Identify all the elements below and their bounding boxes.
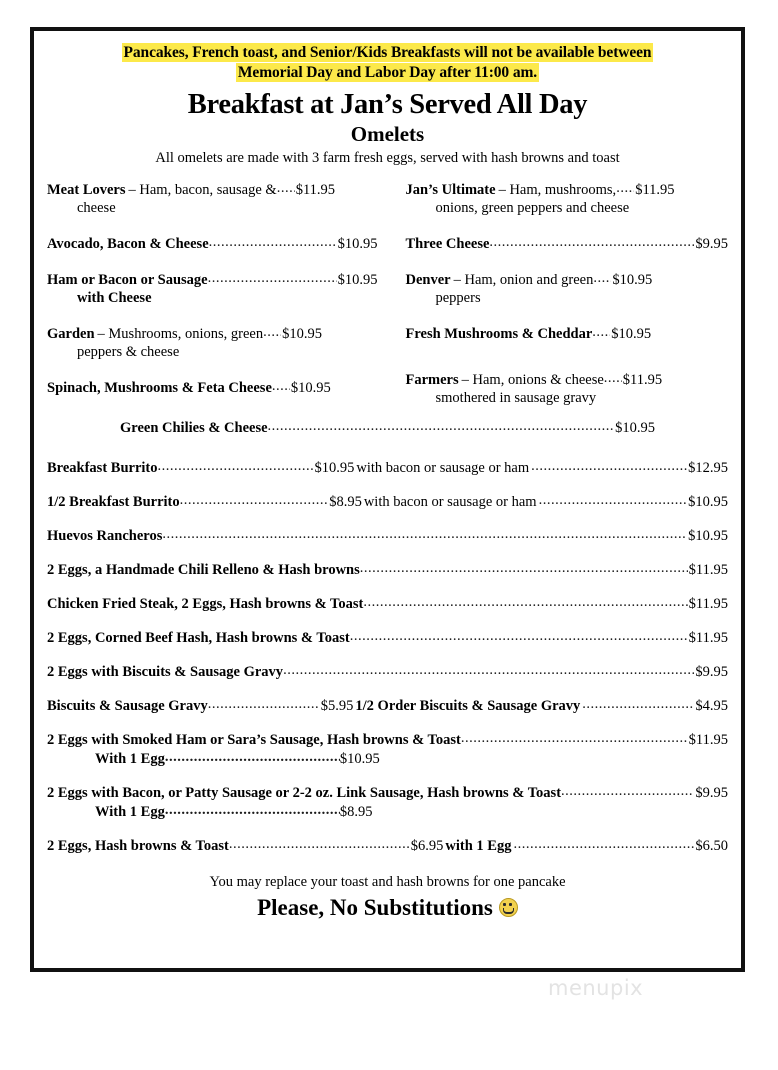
item-price: $10.95: [612, 272, 653, 288]
item-desc: – Ham, mushrooms,: [498, 182, 617, 198]
item-desc: – Mushrooms, onions, green: [97, 326, 264, 342]
item-desc-cont: peppers & cheese: [77, 344, 180, 360]
variant-price: $10.95: [339, 751, 380, 767]
item-desc: – Ham, bacon, sausage &: [128, 182, 277, 198]
variant-label: With 1 Egg: [95, 751, 165, 767]
item-price: $10.95: [615, 420, 655, 436]
dot-leader: [263, 323, 281, 341]
dot-leader: [180, 491, 329, 509]
breakfast-items-list: [47, 459, 728, 855]
menu-item-huevos-rancheros: [47, 527, 728, 545]
item-mid-label: with bacon or sausage or ham: [363, 494, 537, 510]
menu-item-ham-bacon-sausage: [47, 271, 378, 307]
menu-item-avocado-bacon-cheese: [47, 235, 378, 253]
variant-label: With 1 Egg: [95, 804, 165, 820]
item-price-2: $6.50: [695, 838, 728, 854]
item-name: 2 Eggs with Smoked Ham or Sara’s Sausage, Hash browns & Toast: [47, 732, 461, 748]
item-desc-cont: onions, green peppers and cheese: [435, 200, 630, 216]
dot-leader: [539, 491, 688, 509]
item-name: Green Chilies & Cheese: [120, 420, 268, 436]
dot-leader: [592, 323, 610, 341]
dot-leader: [208, 269, 337, 287]
menu-item-fresh-mushrooms-cheddar: [406, 325, 729, 343]
item-price: $10.95: [282, 326, 322, 342]
item-desc: – Ham, onion and green: [453, 272, 594, 288]
menu-item-chili-relleno: [47, 561, 728, 579]
dot-leader: [616, 179, 634, 197]
item-price: $11.95: [295, 182, 336, 198]
item-price: $10.95: [611, 326, 652, 342]
menu-item-garden: [47, 325, 378, 361]
menu-item-corned-beef-hash: [47, 629, 728, 647]
item-name: Chicken Fried Steak, 2 Eggs, Hash browns & Toast: [47, 596, 364, 612]
item-desc-cont: cheese: [77, 200, 116, 216]
item-price: $10.95: [337, 272, 378, 288]
item-name: 2 Eggs, a Handmade Chili Relleno & Hash browns: [47, 562, 360, 578]
item-price-1: $6.95: [410, 838, 444, 854]
item-price-2: $10.95: [688, 494, 729, 510]
item-price-2: $11.95: [688, 630, 728, 646]
dot-leader: [513, 835, 694, 853]
menu-content: [34, 31, 741, 968]
item-mid-label: with bacon or sausage or ham: [356, 460, 530, 476]
item-desc-cont: with Cheese: [77, 290, 152, 306]
dot-leader: [350, 627, 688, 645]
dot-leader: [162, 525, 687, 543]
menu-item-denver: [406, 271, 729, 307]
menu-item-breakfast-burrito: [47, 459, 728, 477]
dot-leader: [165, 748, 340, 766]
dot-leader: [582, 695, 694, 713]
item-mid-label: with 1 Egg: [445, 838, 512, 854]
footer-replacement-note: You may replace your toast and hash browns for one pancake: [209, 874, 566, 890]
item-price: $10.95: [337, 236, 378, 252]
item-price-2: $10.95: [688, 528, 728, 544]
item-variant-one-egg: [47, 803, 728, 821]
item-name: 2 Eggs, Hash browns & Toast: [47, 838, 229, 854]
item-name: Jan’s Ultimate: [405, 182, 496, 198]
dot-leader: [360, 559, 688, 577]
dot-leader: [268, 417, 615, 435]
item-name: Meat Lovers: [47, 182, 126, 198]
item-price-2: $11.95: [688, 732, 728, 748]
item-name: 1/2 Breakfast Burrito: [47, 494, 180, 510]
dot-leader: [277, 179, 295, 197]
menu-item-chicken-fried-steak: [47, 595, 728, 613]
item-variant-one-egg: [47, 750, 728, 768]
menu-item-meat-lovers: [47, 181, 378, 217]
dot-leader: [272, 377, 290, 395]
dot-leader: [363, 593, 687, 611]
item-name: Ham or Bacon or Sausage: [47, 272, 208, 288]
section-subtitle: All omelets are made with 3 farm fresh eggs, served with hash browns and toast: [155, 150, 620, 166]
item-name: 2 Eggs with Biscuits & Sausage Gravy: [47, 664, 284, 680]
omelets-column-right: [388, 181, 729, 425]
dot-leader: [531, 457, 687, 475]
menu-item-spinach-mushrooms-feta: [47, 379, 378, 397]
notice-line-1: Pancakes, French toast, and Senior/Kids Breakfasts will not be available between: [123, 44, 652, 61]
dot-leader: [208, 695, 320, 713]
dot-leader: [158, 457, 314, 475]
item-name: Spinach, Mushrooms & Feta Cheese: [47, 380, 272, 396]
section-title-omelets: Omelets: [350, 122, 425, 146]
item-price-2: $4.95: [695, 698, 728, 714]
item-price-1: $8.95: [329, 494, 362, 510]
dot-leader: [593, 269, 611, 287]
menu-item-three-cheese: [406, 235, 729, 253]
item-price-2: $9.95: [695, 664, 728, 680]
item-desc: – Ham, onions & cheese: [461, 372, 604, 388]
variant-price: $8.95: [339, 804, 373, 820]
menu-item-eggs-smoked-ham: [47, 731, 728, 768]
menu-item-farmers: [406, 371, 729, 407]
item-name: Biscuits & Sausage Gravy: [47, 698, 208, 714]
menu-item-green-chilies-cheese: [47, 419, 728, 437]
item-price-2: $11.95: [688, 562, 728, 578]
item-price-2: $12.95: [688, 460, 728, 476]
item-price: $9.95: [695, 236, 728, 252]
item-name: Huevos Rancheros: [47, 528, 163, 544]
item-name: Fresh Mushrooms & Cheddar: [405, 326, 593, 342]
dot-leader: [283, 661, 694, 679]
item-price: $10.95: [290, 380, 331, 396]
menu-item-biscuits-gravy: [47, 697, 728, 715]
menu-item-eggs-bacon-patty-link: [47, 784, 728, 821]
page-title: Breakfast at Jan’s Served All Day: [187, 89, 588, 120]
item-name: 2 Eggs, Corned Beef Hash, Hash browns & Toast: [47, 630, 350, 646]
omelets-column-left: [47, 181, 388, 425]
item-price-1: $5.95: [320, 698, 354, 714]
menu-item-eggs-hash-browns-toast: [47, 837, 728, 855]
dot-leader: [461, 729, 688, 747]
menu-page-frame: [30, 27, 745, 972]
dot-leader: [489, 233, 694, 251]
omelets-columns: [47, 181, 728, 425]
availability-notice: [47, 43, 728, 83]
item-price-2: $11.95: [688, 596, 728, 612]
item-price-1: $10.95: [314, 460, 355, 476]
item-desc-cont: smothered in sausage gravy: [435, 390, 597, 406]
item-desc-cont: peppers: [435, 290, 481, 306]
item-name: Three Cheese: [405, 236, 490, 252]
menupix-watermark: menupix: [548, 976, 644, 1000]
notice-line-2: Memorial Day and Labor Day after 11:00 am.: [237, 64, 538, 81]
dot-leader: [604, 369, 622, 387]
item-name: Garden: [47, 326, 95, 342]
smiley-face-icon: [499, 898, 518, 917]
item-price: $11.95: [622, 372, 663, 388]
footer-no-substitutions: [47, 894, 728, 922]
menu-item-jans-ultimate: [406, 181, 729, 217]
dot-leader: [229, 835, 410, 853]
menu-item-eggs-biscuits-gravy: [47, 663, 728, 681]
item-mid-label: 1/2 Order Biscuits & Sausage Gravy: [355, 698, 581, 714]
item-price-2: $9.95: [695, 785, 728, 801]
item-name: Avocado, Bacon & Cheese: [47, 236, 209, 252]
dot-leader: [209, 233, 337, 251]
item-name: Denver: [405, 272, 451, 288]
item-price: $11.95: [635, 182, 675, 198]
item-name: 2 Eggs with Bacon, or Patty Sausage or 2-2 oz. Link Sausage, Hash browns & Toast: [47, 785, 562, 801]
item-name: Farmers: [405, 372, 459, 388]
item-name: Breakfast Burrito: [47, 460, 158, 476]
dot-leader: [165, 801, 340, 819]
menu-item-half-breakfast-burrito: [47, 493, 728, 511]
footer-tagline-text: Please, No Substitutions: [257, 895, 493, 920]
dot-leader: [561, 782, 694, 800]
